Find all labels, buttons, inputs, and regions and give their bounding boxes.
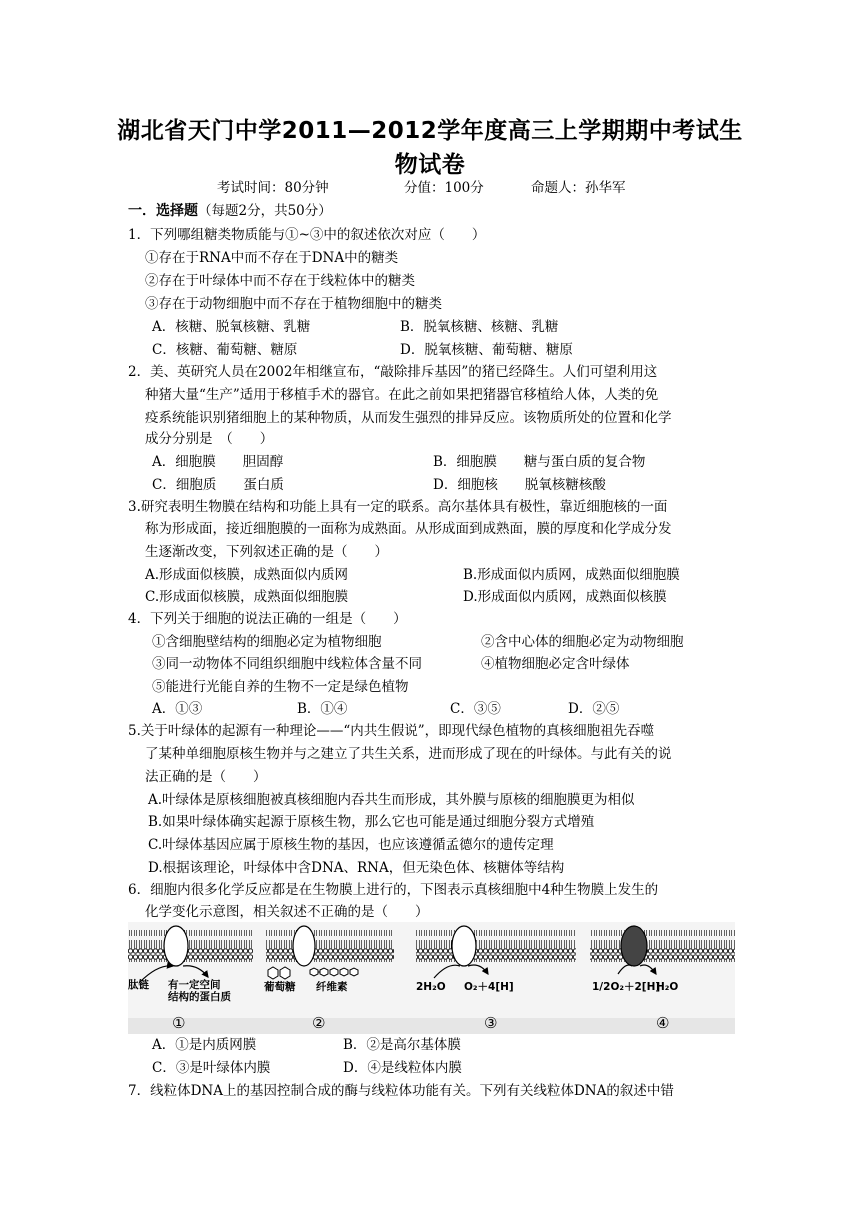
question-3-stem: 生逐渐改变，下列叙述正确的是（ ） bbox=[145, 544, 388, 560]
question-7-stem: 7．线粒体DNA上的基因控制合成的酶与线粒体功能有关。下列有关线粒体DNA的叙述中错 bbox=[128, 1083, 674, 1099]
label-peptide: 肽链 bbox=[128, 979, 149, 991]
question-3-stem: 3.研究表明生物膜在结构和功能上具有一定的联系。高尔基体具有极性，靠近细胞核的一面 bbox=[128, 499, 668, 515]
question-6-stem: 化学变化示意图，相关叙述不正确的是（ ） bbox=[145, 904, 429, 920]
question-4-item-3: ③同一动物体不同组织细胞中线粒体含量不同 bbox=[152, 656, 422, 672]
question-2-stem: 成分分别是 （ ） bbox=[145, 431, 274, 447]
question-3-option-b: B.形成面似内质网，成熟面似细胞膜 bbox=[463, 567, 680, 583]
question-5-option-c: C.叶绿体基因应属于原核生物的基因，也应该遵循孟德尔的遗传定理 bbox=[148, 837, 554, 853]
question-1-option-d: D．脱氧核糖、葡萄糖、糖原 bbox=[400, 342, 573, 358]
question-4-option-d: D．②⑤ bbox=[568, 701, 620, 717]
label-protein-line1: 有一定空间 bbox=[168, 979, 221, 991]
question-2-option-c: C．细胞质 蛋白质 bbox=[152, 477, 284, 493]
question-3-option-c: C.形成面似核膜，成熟面似细胞膜 bbox=[145, 589, 349, 605]
question-3-option-d: D.形成面似内质网，成熟面似核膜 bbox=[463, 589, 667, 605]
question-1-item: ②存在于叶绿体中而不存在于线粒体中的糖类 bbox=[145, 273, 415, 289]
section-heading bbox=[128, 201, 332, 221]
question-1-option-b: B．脱氧核糖、核糖、乳糖 bbox=[400, 319, 559, 335]
label-reactant-4: 1/2O₂＋2[H] bbox=[592, 981, 661, 993]
question-6-option-d: D．④是线粒体内膜 bbox=[343, 1060, 462, 1076]
figure-number-2: ② bbox=[312, 1014, 326, 1032]
question-6-option-b: B．②是高尔基体膜 bbox=[343, 1037, 461, 1053]
exam-author: 命题人：孙华军 bbox=[531, 180, 626, 196]
question-1-option-a: A．核糖、脱氧核糖、乳糖 bbox=[152, 319, 311, 335]
question-4-option-b: B．①④ bbox=[297, 701, 348, 717]
question-2-option-a: A．细胞膜 胆固醇 bbox=[152, 454, 284, 470]
question-5-stem: 了某种单细胞原核生物并与之建立了共生关系，进而形成了现在的叶绿体。与此有关的说 bbox=[145, 746, 672, 762]
question-6-option-c: C．③是叶绿体内膜 bbox=[152, 1060, 271, 1076]
question-5-stem: 法正确的是（ ） bbox=[145, 769, 267, 785]
question-1-item: ①存在于RNA中而不存在于DNA中的糖类 bbox=[145, 250, 399, 266]
figure-number-4: ④ bbox=[656, 1014, 670, 1032]
question-2-option-d: D．细胞核 脱氧核糖核酸 bbox=[433, 477, 606, 493]
question-5-option-d: D.根据该理论，叶绿体中含DNA、RNA，但无染色体、核糖体等结构 bbox=[148, 860, 565, 876]
exam-title-line2: 物试卷 bbox=[394, 152, 466, 178]
question-2-stem: 2．美、英研究人员在2002年相继宣布，“敲除排斥基因”的猪已经降生。人们可望利用这 bbox=[128, 364, 658, 380]
question-2-stem: 种猪大量“生产”适用于移植手术的器官。在此之前如果把猪器官移植给人体，人类的免 bbox=[145, 387, 659, 403]
label-cellulose: 纤维素 bbox=[316, 981, 348, 993]
question-4-option-a: A．①③ bbox=[152, 701, 203, 717]
question-4-option-c: C．③⑤ bbox=[450, 701, 501, 717]
question-4-item-4: ④植物细胞必定含叶绿体 bbox=[481, 656, 630, 672]
question-6-stem: 6．细胞内很多化学反应都是在生物膜上进行的，下图表示真核细胞中4种生物膜上发生的 bbox=[128, 882, 659, 898]
question-3-option-a: A.形成面似核膜，成熟面似内质网 bbox=[145, 567, 349, 583]
question-1-stem: 1．下列哪组糖类物质能与①~③中的叙述依次对应（ ） bbox=[128, 227, 486, 243]
figure-number-1: ① bbox=[172, 1014, 186, 1032]
question-2-stem: 疫系统能识别猪细胞上的某种物质，从而发生强烈的排异反应。该物质所处的位置和化学 bbox=[145, 410, 672, 426]
exam-time: 考试时间：80分钟 bbox=[217, 180, 329, 196]
label-water: 2H₂O bbox=[416, 981, 446, 993]
membrane-figure bbox=[128, 922, 735, 1034]
question-4-stem: 4．下列关于细胞的说法正确的一组是（ ） bbox=[128, 611, 407, 627]
label-protein-line2: 结构的蛋白质 bbox=[168, 991, 231, 1003]
question-5-stem: 5.关于叶绿体的起源有一种理论——“内共生假说”，即现代绿色植物的真核细胞祖先吞噬 bbox=[128, 723, 655, 739]
question-5-option-b: B.如果叶绿体确实起源于原核生物，那么它也可能是通过细胞分裂方式增殖 bbox=[148, 814, 595, 830]
label-product-4: H₂O bbox=[656, 981, 679, 993]
question-6-option-a: A．①是内质网膜 bbox=[152, 1037, 257, 1053]
label-glucose: 葡萄糖 bbox=[264, 981, 296, 993]
question-2-option-b: B．细胞膜 糖与蛋白质的复合物 bbox=[433, 454, 646, 470]
exam-score: 分值：100分 bbox=[404, 180, 484, 196]
figure-number-3: ③ bbox=[484, 1014, 498, 1032]
question-4-item-5: ⑤能进行光能自养的生物不一定是绿色植物 bbox=[152, 679, 409, 695]
section-note: （每题2分，共50分） bbox=[198, 203, 332, 219]
label-oxygen: O₂＋4[H] bbox=[464, 981, 514, 993]
exam-title-line1: 湖北省天门中学2011—2012学年度高三上学期期中考试生 bbox=[117, 118, 743, 144]
question-4-item-1: ①含细胞壁结构的细胞必定为植物细胞 bbox=[152, 634, 382, 650]
section-title: 一．选择题 bbox=[128, 203, 198, 219]
question-5-option-a: A.叶绿体是原核细胞被真核细胞内吞共生而形成，其外膜与原核的细胞膜更为相似 bbox=[148, 792, 635, 808]
question-4-item-2: ②含中心体的细胞必定为动物细胞 bbox=[481, 634, 684, 650]
question-3-stem: 称为形成面，接近细胞膜的一面称为成熟面。从形成面到成熟面，膜的厚度和化学成分发 bbox=[145, 521, 672, 537]
question-1-item: ③存在于动物细胞中而不存在于植物细胞中的糖类 bbox=[145, 296, 442, 312]
question-1-option-c: C．核糖、葡萄糖、糖原 bbox=[152, 342, 298, 358]
